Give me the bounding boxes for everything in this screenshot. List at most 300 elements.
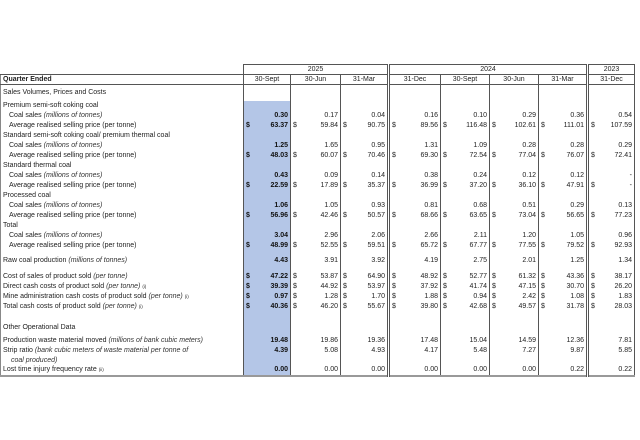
value-cell	[490, 221, 539, 231]
value: 47.22	[270, 272, 288, 280]
value-cell	[244, 141, 291, 151]
value: 92.93	[614, 241, 632, 249]
value-cell	[588, 231, 635, 241]
value-cell	[291, 241, 341, 251]
value-cell	[291, 356, 341, 366]
row-label-text: Standard thermal coal	[3, 161, 72, 169]
value-cell	[341, 346, 389, 356]
value-cell	[539, 181, 588, 191]
footnote-marker: (ii)	[98, 367, 104, 372]
value-cell	[291, 231, 341, 241]
value-cell	[588, 85, 635, 101]
value: 116.48	[466, 121, 487, 129]
dollar-sign: $	[591, 211, 595, 219]
table-row	[1, 366, 635, 376]
value: 0.68	[473, 201, 487, 209]
value: -	[629, 171, 632, 179]
value: 7.81	[618, 336, 632, 344]
section-row	[1, 85, 635, 101]
value-cell	[588, 272, 635, 282]
value: 0.22	[618, 366, 632, 373]
value-cell	[441, 336, 490, 346]
value: 5.48	[473, 346, 487, 354]
value: 0.28	[522, 141, 536, 149]
value-cell	[441, 241, 490, 251]
row-label-unit: (millions of tonnes)	[43, 231, 103, 239]
value-cell	[244, 221, 291, 231]
value: 72.54	[469, 151, 487, 159]
quarter-ended-label: Quarter Ended	[1, 75, 244, 85]
row-label-text: Other Operational Data	[3, 323, 76, 331]
value: 1.88	[424, 292, 438, 300]
value-cell	[291, 366, 341, 376]
value-cell	[490, 211, 539, 221]
value-cell	[441, 366, 490, 376]
value-cell	[588, 151, 635, 161]
value-cell	[539, 101, 588, 111]
table-row	[1, 336, 635, 346]
value-cell	[588, 101, 635, 111]
value-cell	[291, 346, 341, 356]
year-label: 2025	[244, 65, 389, 75]
row-label	[1, 131, 244, 141]
dollar-sign: $	[246, 181, 250, 189]
value-cell	[341, 181, 389, 191]
row-label-text: Average realised selling price (per tonne)	[9, 121, 137, 129]
value: 72.41	[614, 151, 632, 159]
value-cell	[539, 256, 588, 266]
value-cell	[341, 302, 389, 312]
value-cell	[244, 171, 291, 181]
row-label	[1, 111, 244, 121]
value: 55.67	[367, 302, 385, 310]
row-label-text: Coal sales	[9, 111, 44, 119]
value-cell	[490, 336, 539, 346]
row-label-text: Strip ratio	[3, 346, 35, 354]
dollar-sign: $	[492, 181, 496, 189]
dollar-sign: $	[343, 151, 347, 159]
blank-row	[1, 312, 635, 320]
value: 38.17	[614, 272, 632, 280]
value: 15.04	[469, 336, 487, 344]
value-cell	[291, 85, 341, 101]
value-cell	[490, 161, 539, 171]
value: 0.10	[473, 111, 487, 119]
year-label: 2024	[389, 65, 588, 75]
value: 2.96	[324, 231, 338, 239]
value-cell	[291, 336, 341, 346]
value: 0.16	[424, 111, 438, 119]
row-label	[1, 241, 244, 251]
value: 3.04	[274, 231, 288, 239]
value: 47.91	[566, 181, 584, 189]
value-cell	[539, 171, 588, 181]
value-cell	[291, 211, 341, 221]
table-row	[1, 171, 635, 181]
value: 3.91	[324, 256, 338, 264]
dollar-sign: $	[443, 211, 447, 219]
dollar-sign: $	[541, 272, 545, 280]
value: 63.65	[469, 211, 487, 219]
value: 0.04	[371, 111, 385, 119]
value-cell	[490, 302, 539, 312]
value: 1.08	[570, 292, 584, 300]
row-label-text: Average realised selling price (per tonne)	[9, 241, 137, 249]
value: 65.72	[420, 241, 438, 249]
dollar-sign: $	[541, 241, 545, 249]
value: 56.65	[566, 211, 584, 219]
value: 0.97	[274, 292, 288, 300]
value-cell	[291, 256, 341, 266]
row-label	[1, 292, 244, 302]
value: 2.42	[522, 292, 536, 300]
row-label	[1, 141, 244, 151]
row-label-unit: (millions of tonnes)	[43, 171, 103, 179]
value-cell	[441, 201, 490, 211]
value: 14.59	[518, 336, 536, 344]
value-cell	[539, 231, 588, 241]
table-row	[1, 121, 635, 131]
value: 48.03	[270, 151, 288, 159]
value-cell	[341, 161, 389, 171]
row-label	[1, 221, 244, 231]
value: 37.92	[420, 282, 438, 290]
value-cell	[389, 312, 441, 320]
row-label-text: Production waste material moved	[3, 336, 109, 344]
dollar-sign: $	[246, 151, 250, 159]
value-cell	[291, 272, 341, 282]
row-label-text: Average realised selling price (per tonne)	[9, 151, 137, 159]
table-row	[1, 151, 635, 161]
row-label-text: Coal sales	[9, 201, 44, 209]
value: 0.81	[424, 201, 438, 209]
value-cell	[441, 111, 490, 121]
dollar-sign: $	[392, 121, 396, 129]
value: 1.70	[371, 292, 385, 300]
value: 111.01	[563, 121, 584, 129]
value-cell	[588, 111, 635, 121]
value: 4.17	[424, 346, 438, 354]
value-cell	[244, 282, 291, 292]
value-cell	[441, 221, 490, 231]
value-cell	[341, 221, 389, 231]
value: 1.06	[274, 201, 288, 209]
dollar-sign: $	[443, 272, 447, 280]
row-label-text: Total cash costs of product sold	[3, 302, 103, 310]
value: 0.93	[371, 201, 385, 209]
value-cell	[441, 151, 490, 161]
dollar-sign: $	[591, 241, 595, 249]
value: 52.55	[320, 241, 338, 249]
value: 1.05	[570, 231, 584, 239]
value-cell	[441, 191, 490, 201]
empty-cell	[1, 65, 244, 75]
value: 4.39	[274, 346, 288, 354]
value-cell	[441, 121, 490, 131]
value-cell	[244, 336, 291, 346]
value-cell	[588, 241, 635, 251]
group-row	[1, 191, 635, 201]
value: 0.38	[424, 171, 438, 179]
dollar-sign: $	[541, 121, 545, 129]
column-header: 31-Dec	[588, 75, 635, 85]
dollar-sign: $	[541, 181, 545, 189]
dollar-sign: $	[541, 211, 545, 219]
dollar-sign: $	[293, 121, 297, 129]
value: 46.20	[320, 302, 338, 310]
table-row	[1, 111, 635, 121]
year-label: 2023	[588, 65, 635, 75]
value-cell	[539, 346, 588, 356]
value-cell	[244, 366, 291, 376]
dollar-sign: $	[293, 292, 297, 300]
table-row	[1, 282, 635, 292]
value-cell	[588, 181, 635, 191]
value-cell	[490, 346, 539, 356]
row-label	[1, 256, 244, 266]
value-cell	[539, 191, 588, 201]
value-cell	[490, 85, 539, 101]
value-cell	[341, 320, 389, 336]
value: 0.94	[473, 292, 487, 300]
value-cell	[441, 211, 490, 221]
column-header: 30-Jun	[490, 75, 539, 85]
row-label	[1, 272, 244, 282]
row-label	[1, 171, 244, 181]
value-cell	[539, 312, 588, 320]
row-label-unit: (bank cubic meters of waste material per tonne of	[34, 346, 189, 354]
value-cell	[539, 111, 588, 121]
value: 17.48	[420, 336, 438, 344]
value: 77.23	[614, 211, 632, 219]
row-label	[1, 336, 244, 346]
row-label	[1, 85, 244, 101]
value: 3.92	[371, 256, 385, 264]
table-row	[1, 231, 635, 241]
value-cell	[441, 282, 490, 292]
table-row	[1, 256, 635, 266]
value: 2.01	[522, 256, 536, 264]
value-cell	[244, 161, 291, 171]
dollar-sign: $	[492, 292, 496, 300]
value-cell	[291, 141, 341, 151]
value-cell	[539, 121, 588, 131]
value-cell	[441, 256, 490, 266]
value-cell	[588, 336, 635, 346]
cont-row	[1, 356, 635, 366]
dollar-sign: $	[246, 292, 250, 300]
value: 69.30	[420, 151, 438, 159]
row-label	[1, 191, 244, 201]
value-cell	[539, 85, 588, 101]
column-header: 31-Dec	[389, 75, 441, 85]
value: 0.43	[274, 171, 288, 179]
value-cell	[441, 231, 490, 241]
value-cell	[539, 141, 588, 151]
value: 42.46	[320, 211, 338, 219]
value-cell	[389, 131, 441, 141]
dollar-sign: $	[492, 121, 496, 129]
value-cell	[341, 336, 389, 346]
value-cell	[244, 191, 291, 201]
value: 0.30	[274, 111, 288, 119]
dollar-sign: $	[246, 272, 250, 280]
value-cell	[389, 366, 441, 376]
row-label	[1, 346, 244, 356]
value-cell	[490, 191, 539, 201]
value: 1.65	[324, 141, 338, 149]
row-label-unit: (millions of bank cubic meters)	[108, 336, 203, 344]
value-cell	[389, 181, 441, 191]
dollar-sign: $	[492, 151, 496, 159]
dollar-sign: $	[392, 151, 396, 159]
value: 19.86	[320, 336, 338, 344]
value-cell	[490, 141, 539, 151]
value: 35.37	[367, 181, 385, 189]
row-label-text: Coal sales	[9, 231, 44, 239]
value: 63.37	[270, 121, 288, 129]
dollar-sign: $	[246, 241, 250, 249]
value: 61.32	[518, 272, 536, 280]
row-label-unit: (per tonne)	[106, 282, 141, 290]
value-cell	[341, 111, 389, 121]
dollar-sign: $	[343, 282, 347, 290]
table-row	[1, 201, 635, 211]
row-label-unit: (millions of tonnes)	[43, 111, 103, 119]
row-label-text: Premium semi-soft coking coal	[3, 101, 99, 109]
dollar-sign: $	[492, 282, 496, 290]
dollar-sign: $	[591, 302, 595, 310]
dollar-sign: $	[443, 302, 447, 310]
value: 44.92	[320, 282, 338, 290]
value-cell	[341, 201, 389, 211]
dollar-sign: $	[591, 292, 595, 300]
group-row	[1, 101, 635, 111]
value-cell	[341, 151, 389, 161]
value-cell	[539, 161, 588, 171]
table-row	[1, 302, 635, 312]
value-cell	[244, 320, 291, 336]
dollar-sign: $	[541, 292, 545, 300]
value-cell	[441, 312, 490, 320]
value-cell	[389, 241, 441, 251]
value-cell	[341, 191, 389, 201]
value: 0.00	[371, 366, 385, 373]
value-cell	[341, 312, 389, 320]
value-cell	[588, 191, 635, 201]
value-cell	[244, 151, 291, 161]
value-cell	[389, 231, 441, 241]
value: 1.28	[324, 292, 338, 300]
footnote-marker: (i)	[138, 303, 143, 309]
value: 0.51	[522, 201, 536, 209]
value-cell	[244, 312, 291, 320]
value-cell	[341, 231, 389, 241]
value: 77.55	[518, 241, 536, 249]
dollar-sign: $	[343, 272, 347, 280]
value-cell	[490, 356, 539, 366]
value: 30.70	[566, 282, 584, 290]
value-cell	[389, 151, 441, 161]
value-cell	[244, 231, 291, 241]
value-cell	[389, 272, 441, 282]
value-cell	[389, 320, 441, 336]
value: 77.04	[518, 151, 536, 159]
value-cell	[291, 312, 341, 320]
value-cell	[341, 171, 389, 181]
value-cell	[539, 211, 588, 221]
value-cell	[490, 292, 539, 302]
value: 0.28	[570, 141, 584, 149]
value: 1.25	[570, 256, 584, 264]
value: 0.13	[618, 201, 632, 209]
value: 22.59	[270, 181, 288, 189]
dollar-sign: $	[246, 302, 250, 310]
value-cell	[341, 131, 389, 141]
value-cell	[539, 272, 588, 282]
value: 37.20	[469, 181, 487, 189]
value-cell	[490, 272, 539, 282]
value-cell	[341, 282, 389, 292]
value: 36.10	[518, 181, 536, 189]
row-label-text: Standard semi-soft coking coal/ premium thermal coal	[3, 131, 170, 139]
value-cell	[588, 201, 635, 211]
dollar-sign: $	[392, 211, 396, 219]
value: 53.87	[320, 272, 338, 280]
value-cell	[389, 356, 441, 366]
value-cell	[539, 292, 588, 302]
value-cell	[244, 241, 291, 251]
value-cell	[291, 131, 341, 141]
table-row	[1, 241, 635, 251]
value: 89.56	[420, 121, 438, 129]
row-label-unit: (per tonne)	[93, 272, 128, 280]
value-cell	[441, 131, 490, 141]
value-cell	[490, 282, 539, 292]
row-label	[1, 181, 244, 191]
row-label-text: Mine administration cash costs of product sold	[3, 292, 149, 300]
value-cell	[244, 256, 291, 266]
dollar-sign: $	[443, 121, 447, 129]
value-cell	[291, 292, 341, 302]
dollar-sign: $	[443, 181, 447, 189]
value: 0.17	[324, 111, 338, 119]
value: 50.57	[367, 211, 385, 219]
value: 102.61	[514, 121, 536, 129]
value-cell	[291, 181, 341, 191]
dollar-sign: $	[443, 151, 447, 159]
value-cell	[588, 121, 635, 131]
value: 76.07	[566, 151, 584, 159]
dollar-sign: $	[293, 151, 297, 159]
dollar-sign: $	[541, 302, 545, 310]
value-cell	[441, 320, 490, 336]
value: 43.36	[566, 272, 584, 280]
value: 1.20	[522, 231, 536, 239]
value-cell	[490, 366, 539, 376]
value: 1.25	[274, 141, 288, 149]
dollar-sign: $	[392, 241, 396, 249]
value: 28.03	[614, 302, 632, 310]
dollar-sign: $	[541, 151, 545, 159]
dollar-sign: $	[392, 272, 396, 280]
value: 4.43	[274, 256, 288, 264]
value-cell	[244, 101, 291, 111]
value-cell	[244, 121, 291, 131]
value-cell	[539, 366, 588, 376]
value: 64.90	[367, 272, 385, 280]
value: 53.97	[367, 282, 385, 290]
